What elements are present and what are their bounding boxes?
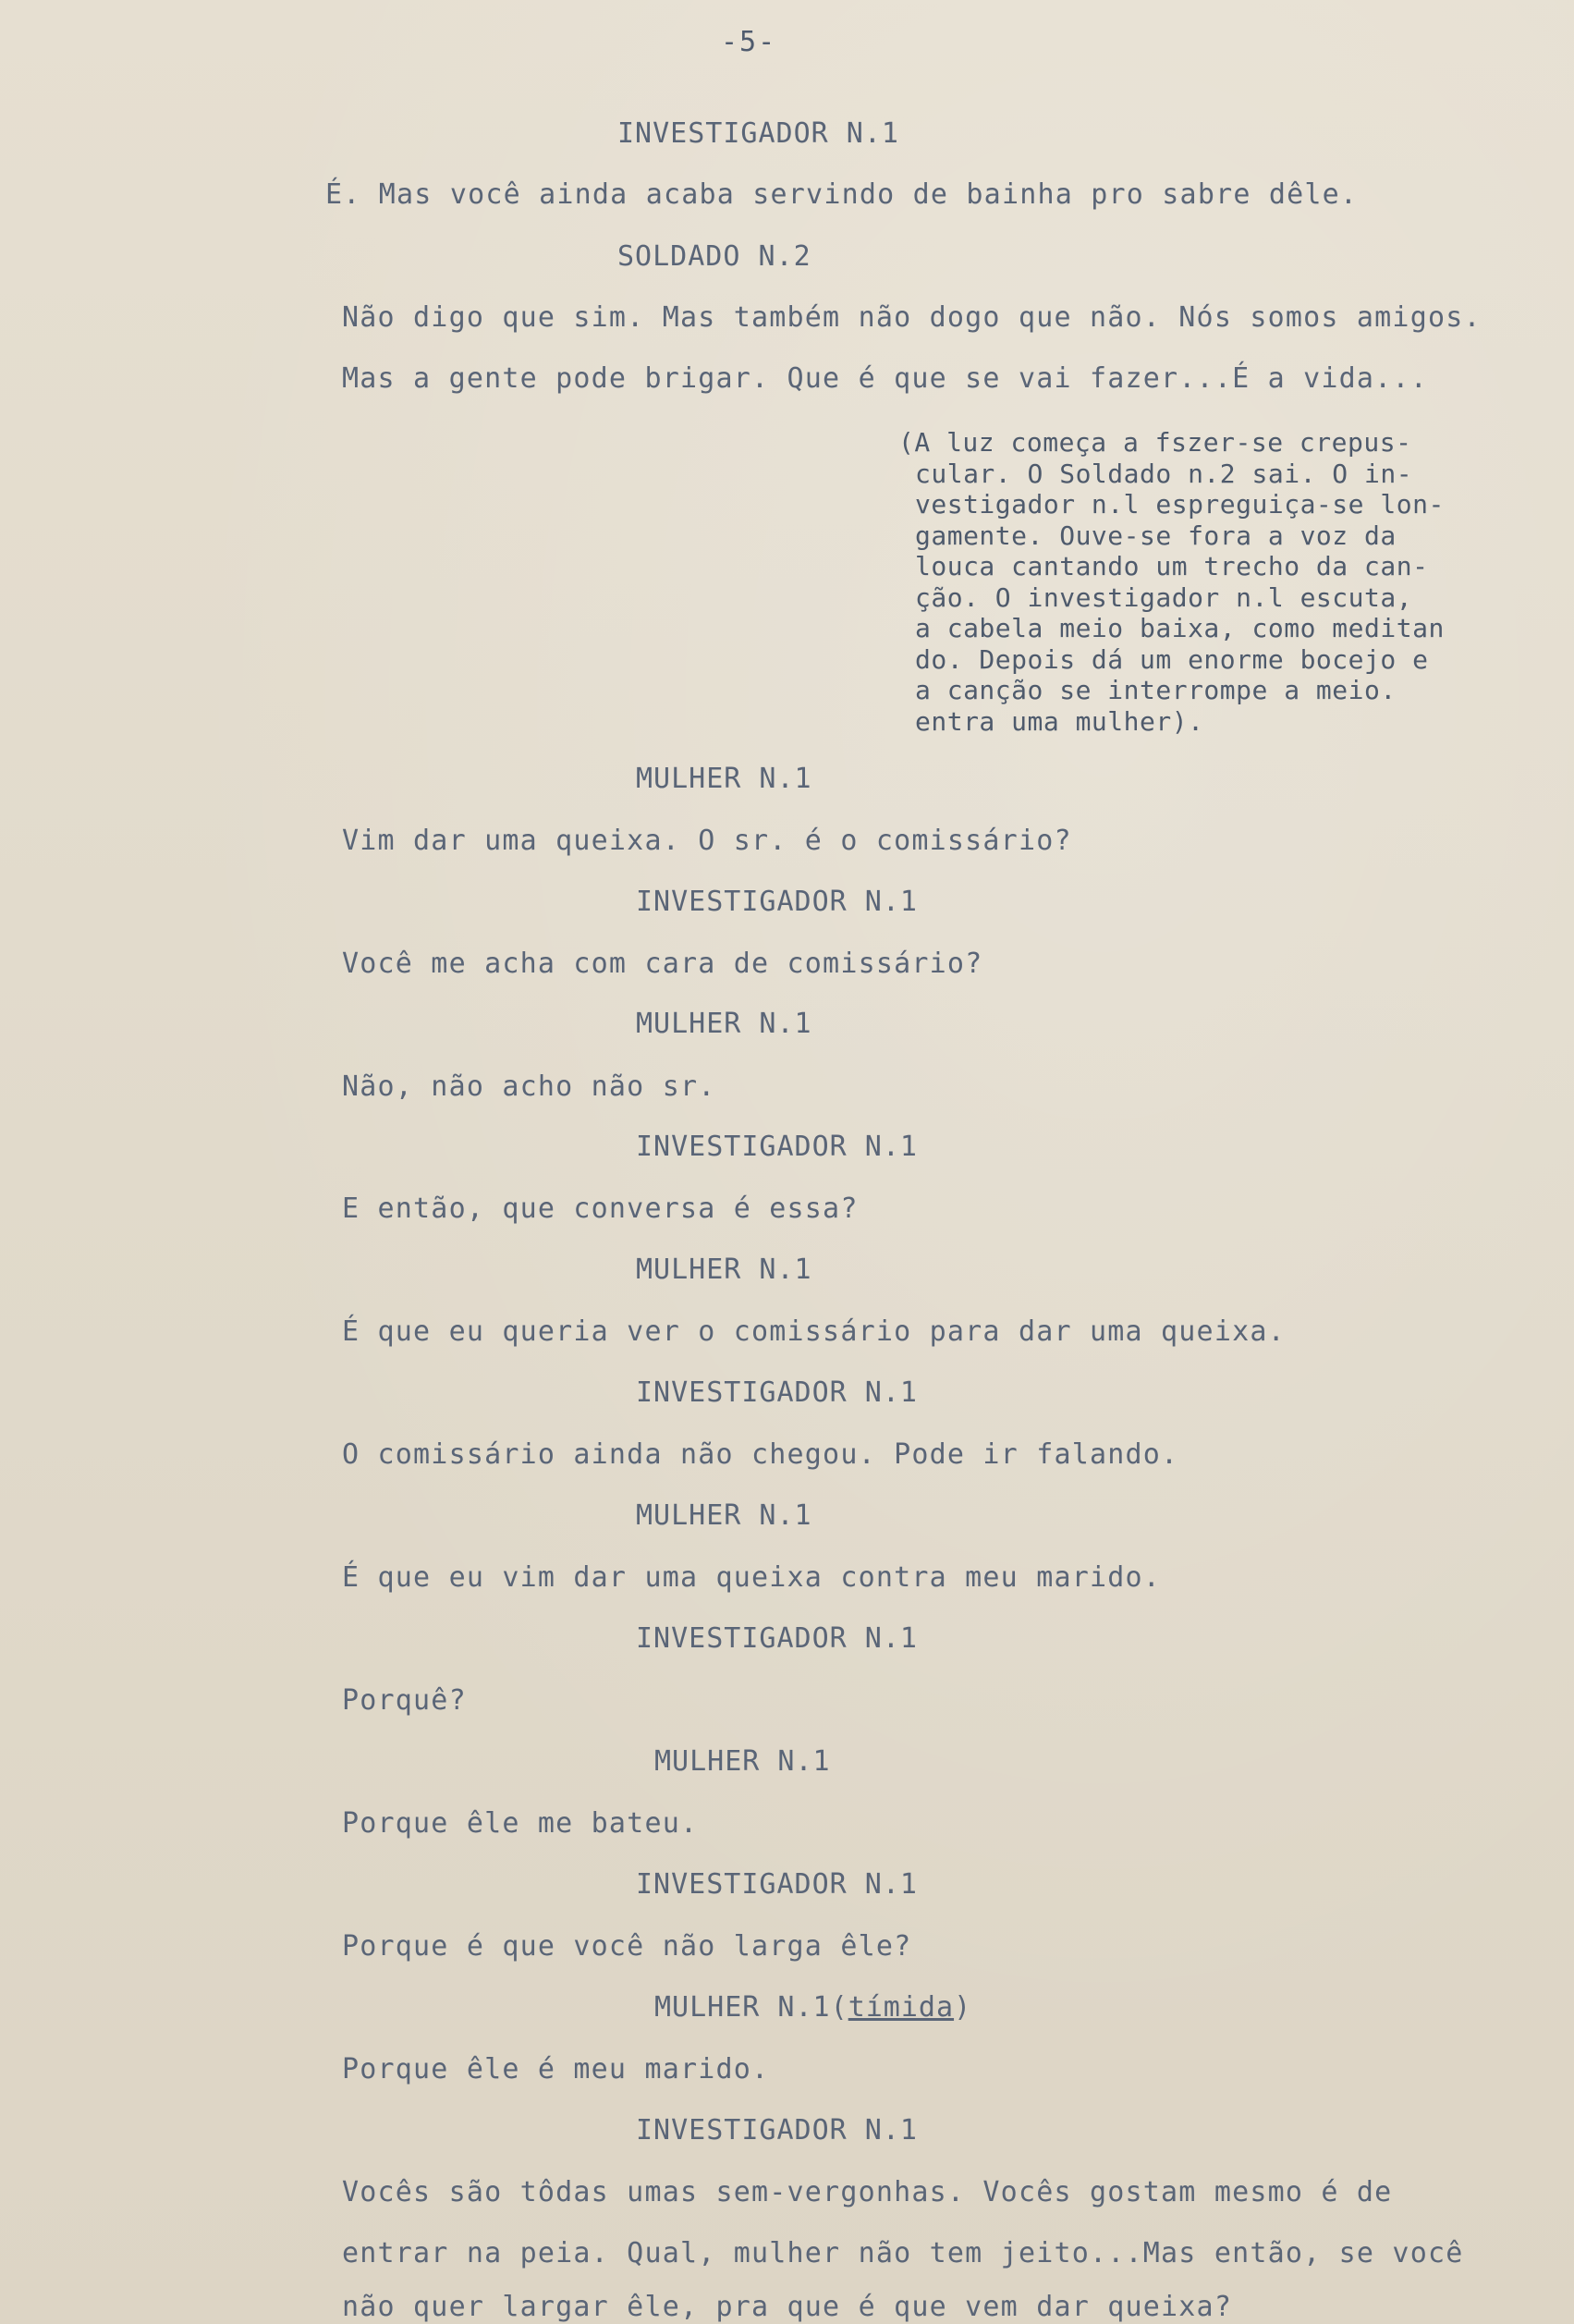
stage-direction-line: gamente. Ouve-se fora a voz da [915,520,1397,551]
dialogue-line: Mas a gente pode brigar. Que é que se vai fazer...É a vida... [342,362,1428,395]
dialogue-line: Porque êle me bateu. [342,1807,699,1840]
speaker-label: INVESTIGADOR N.1 [636,1131,918,1163]
dialogue-line: É que eu vim dar uma queixa contra meu marido. [342,1561,1162,1594]
speaker-label: INVESTIGADOR N.1 [636,1868,918,1901]
dialogue-line: não quer largar êle, pra que é que vem dar queixa? [342,2291,1233,2323]
stage-direction-line: entra uma mulher). [915,705,1204,737]
stage-direction-line: louca cantando um trecho da can- [915,551,1429,581]
speaker-note: tímida [848,1991,955,2024]
dialogue-line: Porquê? [342,1684,467,1717]
dialogue-line: Vocês são tôdas umas sem-vergonhas. Vocês gostam mesmo é de [342,2176,1393,2208]
dialogue-line: É que eu queria ver o comissário para dar uma queixa. [342,1315,1286,1348]
dialogue-line: Porque êle é meu marido. [342,2053,770,2085]
dialogue-line: Não, não acho não sr. [342,1070,716,1103]
dialogue-line: Porque é que você não larga êle? [342,1930,912,1963]
stage-direction-line: (A luz começa a fszer-se crepus- [898,427,1412,458]
stage-direction-line: ção. O investigador n.l escuta, [915,581,1413,613]
speaker-label: INVESTIGADOR N.1 [636,2114,918,2147]
speaker-label: INVESTIGADOR N.1 [617,117,899,150]
speaker-label: SOLDADO N.2 [617,240,811,273]
speaker-label: MULHER N.1(tímida) [654,1991,972,2024]
speaker-label: INVESTIGADOR N.1 [636,1376,918,1409]
dialogue-line: É. Mas você ainda acaba servindo de bainha pro sabre dêle. [325,178,1359,211]
dialogue-line: Não digo que sim. Mas também não dogo que não. Nós somos amigos. [342,301,1482,334]
stage-direction-line: a canção se interrompe a meio. [915,675,1397,705]
dialogue-line: Você me acha com cara de comissário? [342,948,983,980]
stage-direction [898,427,1553,737]
speaker-label: INVESTIGADOR N.1 [636,886,918,918]
speaker-label: MULHER N.1 [636,1008,812,1040]
speaker-name: MULHER N.1 [654,1991,831,2024]
dialogue-line: Vim dar uma queixa. O sr. é o comissário? [342,825,1072,857]
speaker-label: MULHER N.1 [636,1254,812,1286]
dialogue-line: entrar na peia. Qual, mulher não tem jeito...Mas então, se você [342,2237,1464,2269]
dialogue-line: O comissário ainda não chegou. Pode ir falando. [342,1438,1179,1471]
stage-direction-line: a cabela meio baixa, como meditan [915,613,1445,643]
stage-direction-line: do. Depois dá um enorme bocejo e [915,643,1429,675]
speaker-label: MULHER N.1 [636,1499,812,1532]
speaker-label: MULHER N.1 [636,763,812,795]
stage-direction-line: cular. O Soldado n.2 sai. O in- [915,458,1413,489]
stage-direction-line: vestigador n.l espreguiça-se lon- [915,489,1445,520]
dialogue-line: E então, que conversa é essa? [342,1193,859,1225]
page-number: -5- [721,26,777,58]
speaker-label: MULHER N.1 [654,1745,831,1778]
speaker-label: INVESTIGADOR N.1 [636,1622,918,1655]
